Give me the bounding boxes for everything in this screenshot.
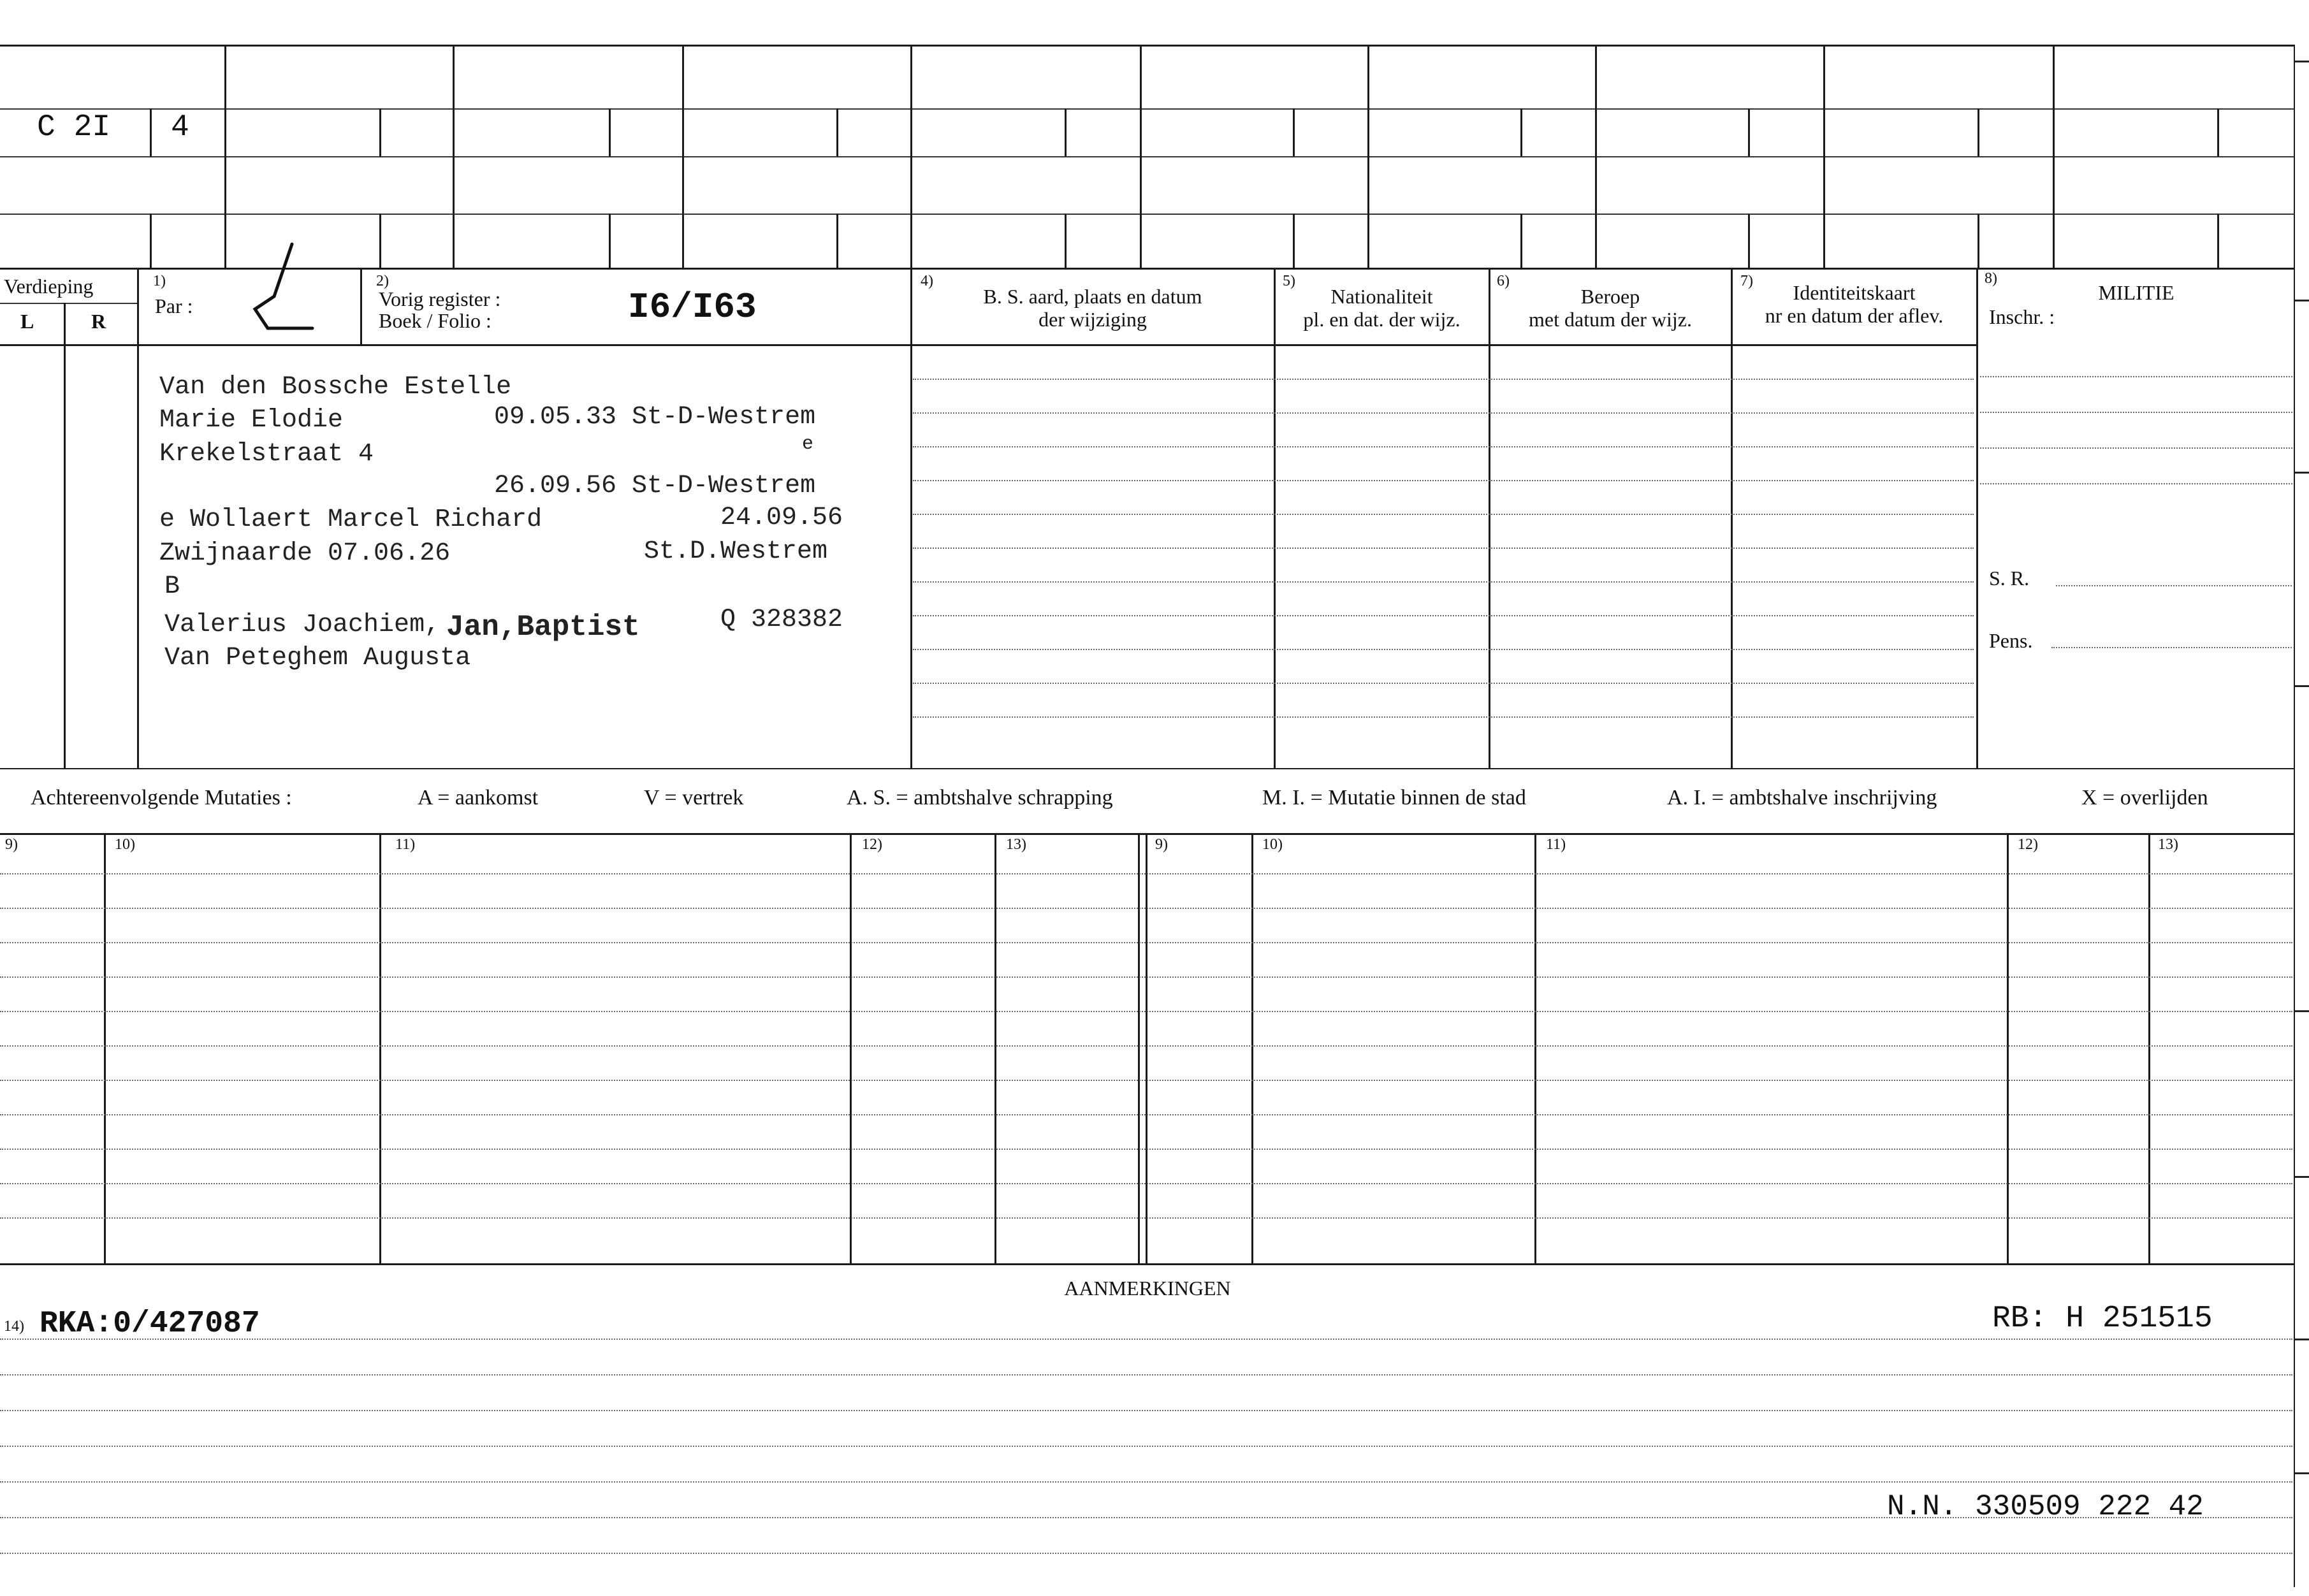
col5-header-line2: pl. en dat. der wijz.	[1303, 308, 1460, 331]
ruled-line	[0, 1553, 2292, 1554]
ruled-line	[0, 942, 2292, 943]
grid-line	[1595, 45, 1597, 268]
ruled-line	[913, 581, 1974, 583]
grid-line	[2148, 833, 2150, 1263]
mut-col-10: 10)	[115, 836, 135, 853]
pens-line	[2051, 647, 2292, 648]
person-spouse: e Wollaert Marcel Richard	[159, 505, 543, 534]
top-border	[0, 45, 2295, 47]
legend-ai: A. I. = ambtshalve inschrijving	[1667, 786, 1937, 809]
grid-line	[150, 108, 152, 156]
grid-line	[0, 156, 2295, 157]
grid-line	[1534, 833, 1536, 1263]
mut-col-9b: 9)	[1155, 836, 1168, 853]
person-mother: Van Peteghem Augusta	[164, 644, 471, 672]
person-birth: 09.05.33 St-D-Westrem	[494, 403, 816, 432]
col7-header-line1: Identiteitskaart	[1793, 281, 1916, 304]
verdieping-divider	[0, 303, 137, 304]
person-spouse-place: St.D.Westrem	[644, 537, 828, 566]
col6-header-line1: Beroep	[1580, 285, 1640, 308]
grid-line	[910, 268, 912, 768]
par-handwritten-mark	[242, 239, 325, 338]
verdieping-label: Verdieping	[4, 275, 94, 298]
margin-tick	[2295, 300, 2309, 301]
col5-header-line1: Nationaliteit	[1330, 285, 1433, 308]
grid-line	[1146, 833, 1147, 1263]
folio-value: I6/I63	[628, 287, 757, 328]
col4-number: 4)	[921, 273, 933, 289]
grid-line	[104, 833, 106, 1263]
mutations-title: Achtereenvolgende Mutaties :	[31, 786, 292, 809]
person-mark: e	[802, 433, 814, 455]
person-spouse-birth: Zwijnaarde 07.06.26	[159, 539, 451, 568]
ruled-line	[0, 1183, 2292, 1184]
grid-line	[1140, 45, 1142, 268]
grid-line	[0, 108, 2295, 110]
margin-tick	[2295, 1338, 2309, 1340]
grid-line	[1293, 214, 1295, 268]
grid-line	[2217, 108, 2219, 156]
mutations-top-border	[0, 833, 2295, 835]
grid-line	[1293, 108, 1295, 156]
grid-line	[360, 268, 362, 344]
ruled-line	[0, 1338, 2292, 1340]
ruled-line	[1980, 412, 2292, 413]
grid-line	[379, 214, 381, 268]
vorig-register-label: Vorig register :	[379, 287, 501, 310]
grid-line	[1748, 108, 1750, 156]
mut-col-13: 13)	[1006, 836, 1026, 853]
grid-line	[1367, 45, 1369, 268]
mut-col-9: 9)	[5, 836, 18, 853]
ruled-line	[0, 1011, 2292, 1012]
mut-col-11: 11)	[395, 836, 416, 853]
grid-line	[1520, 108, 1522, 156]
ruled-line	[913, 480, 1974, 481]
register-number: 4	[171, 110, 189, 145]
ruled-line	[1980, 483, 2292, 484]
col6-header-line2: met datum der wijz.	[1529, 308, 1692, 331]
person-number: Q 328382	[720, 606, 843, 634]
col1-number: 1)	[153, 273, 166, 289]
grid-line	[137, 268, 139, 768]
margin-tick	[2295, 1176, 2309, 1178]
margin-tick	[2295, 1010, 2309, 1012]
ruled-line	[0, 1481, 2292, 1483]
col5-number: 5)	[1283, 273, 1295, 289]
person-father-a: Valerius Joachiem,	[164, 611, 441, 639]
ruled-line	[0, 873, 2292, 874]
legend-v: V = vertrek	[644, 786, 744, 809]
ruled-line	[913, 649, 1974, 650]
grid-line	[1251, 833, 1253, 1263]
ruled-line	[1980, 376, 2292, 377]
verdieping-l: L	[20, 310, 34, 333]
grid-line	[379, 108, 381, 156]
grid-line	[379, 833, 381, 1263]
grid-line	[609, 108, 611, 156]
mut-col-13b: 13)	[2158, 836, 2178, 853]
ruled-line	[913, 683, 1974, 684]
grid-line	[64, 303, 66, 768]
grid-line	[2053, 45, 2055, 268]
grid-line	[1138, 833, 1140, 1263]
grid-line	[453, 45, 455, 268]
person-address: Krekelstraat 4	[159, 440, 374, 468]
grid-line	[836, 108, 838, 156]
person-date-2: 26.09.56 St-D-Westrem	[494, 472, 816, 500]
ruled-line	[913, 514, 1974, 515]
remarks-nn: N.N. 330509 222 42	[1887, 1490, 2204, 1523]
mut-col-11b: 11)	[1546, 836, 1566, 853]
grid-line	[1065, 214, 1067, 268]
col4-header-line2: der wijziging	[1038, 308, 1147, 331]
margin-tick	[2295, 61, 2309, 62]
legend-top-border	[0, 768, 2295, 769]
ruled-line	[0, 976, 2292, 978]
pens-label: Pens.	[1989, 629, 2033, 652]
ruled-line	[913, 446, 1974, 447]
remarks-top-border	[0, 1263, 2295, 1265]
remarks-title: AANMERKINGEN	[1064, 1277, 1231, 1300]
legend-as: A. S. = ambtshalve schrapping	[847, 786, 1113, 809]
register-code: C 2I	[37, 110, 111, 145]
ruled-line	[0, 908, 2292, 909]
ruled-line	[913, 716, 1974, 718]
header-bottom-border	[912, 344, 1976, 346]
grid-line	[2007, 833, 2009, 1263]
grid-line	[1520, 214, 1522, 268]
ruled-line	[0, 1446, 2292, 1447]
ruled-line	[913, 615, 1974, 616]
mut-col-12: 12)	[862, 836, 882, 853]
person-spouse-date: 24.09.56	[720, 504, 843, 532]
ruled-line	[0, 1517, 2292, 1518]
sr-label: S. R.	[1989, 567, 2030, 590]
col7-header-line2: nr en datum der aflev.	[1765, 304, 1944, 327]
verdieping-r: R	[91, 310, 106, 333]
grid-line	[1823, 45, 1825, 268]
person-line-2: Marie Elodie	[159, 406, 344, 435]
person-father-b: Jan,Baptist	[446, 611, 640, 644]
grid-line	[609, 214, 611, 268]
mut-col-12b: 12)	[2018, 836, 2038, 853]
boek-folio-label: Boek / Folio :	[379, 309, 492, 332]
ruled-line	[913, 412, 1974, 414]
grid-line	[1731, 268, 1733, 768]
ruled-line	[0, 1217, 2292, 1219]
person-line-1: Van den Bossche Estelle	[159, 373, 512, 402]
grid-line	[2217, 214, 2219, 268]
margin-tick	[2295, 1472, 2309, 1474]
grid-line	[682, 45, 684, 268]
grid-line	[1748, 214, 1750, 268]
grid-line	[1976, 268, 1978, 768]
sr-line	[2056, 585, 2292, 586]
ruled-line	[0, 1080, 2292, 1081]
col2-number: 2)	[376, 273, 389, 289]
grid-line	[994, 833, 996, 1263]
col4-header-line1: B. S. aard, plaats en datum	[983, 285, 1202, 308]
grid-line	[1978, 108, 1979, 156]
legend-a: A = aankomst	[418, 786, 539, 809]
grid-line	[1274, 268, 1276, 768]
ruled-line	[0, 1114, 2292, 1115]
col8-number: 8)	[1985, 270, 1997, 287]
ruled-line	[0, 1149, 2292, 1150]
grid-line	[1065, 108, 1067, 156]
par-label: Par :	[155, 294, 193, 317]
remarks-number: 14)	[4, 1318, 24, 1335]
grid-line	[1489, 268, 1490, 768]
col7-number: 7)	[1740, 273, 1753, 289]
grid-line	[150, 214, 152, 268]
legend-x: X = overlijden	[2081, 786, 2208, 809]
ruled-line	[0, 1410, 2292, 1411]
ruled-line	[1980, 447, 2292, 449]
remarks-rka: RKA:0/427087	[40, 1307, 260, 1341]
inschr-label: Inschr. :	[1989, 305, 2055, 328]
remarks-rb: RB: H 251515	[1992, 1302, 2213, 1336]
legend-mi: M. I. = Mutatie binnen de stad	[1262, 786, 1526, 809]
grid-line	[910, 45, 912, 268]
right-border	[2294, 45, 2295, 1587]
header-top-border	[0, 268, 2295, 270]
margin-tick	[2295, 685, 2309, 687]
ruled-line	[0, 1045, 2292, 1047]
ruled-line	[913, 379, 1974, 380]
militie-label: MILITIE	[2098, 281, 2174, 304]
col6-number: 6)	[1497, 273, 1510, 289]
grid-line	[224, 45, 226, 268]
mut-col-10b: 10)	[1262, 836, 1283, 853]
grid-line	[850, 833, 852, 1263]
grid-line	[1978, 214, 1979, 268]
ruled-line	[913, 548, 1974, 549]
grid-line	[0, 214, 2295, 215]
margin-tick	[2295, 472, 2309, 474]
person-line-7: B	[164, 572, 180, 601]
ruled-line	[0, 1374, 2292, 1375]
grid-line	[836, 214, 838, 268]
